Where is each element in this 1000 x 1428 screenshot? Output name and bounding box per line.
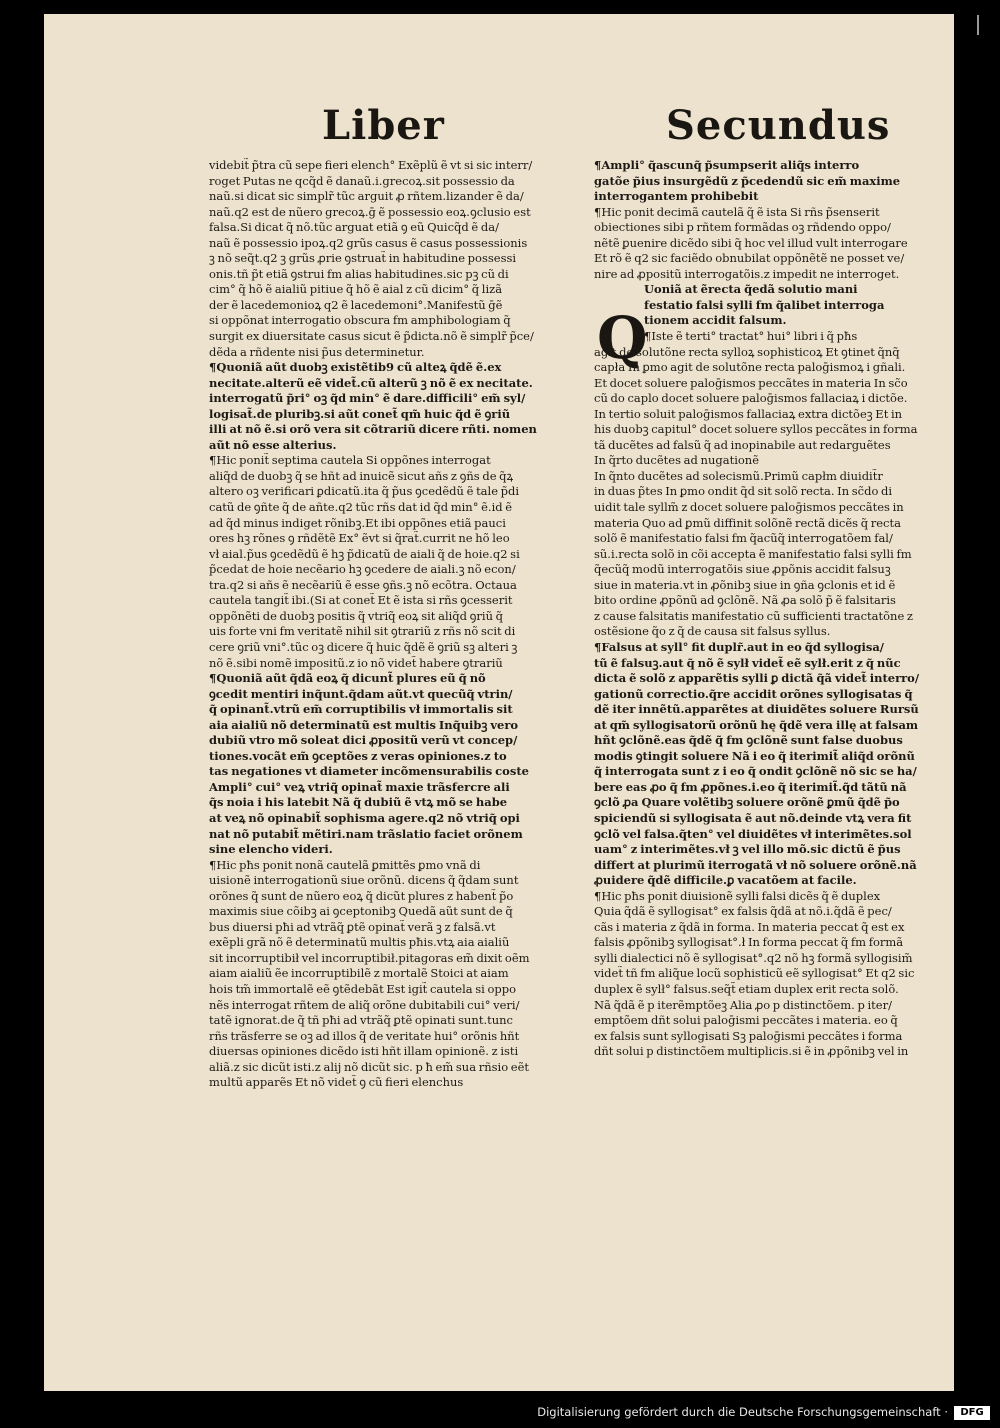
binding-shadow: [954, 0, 1000, 1395]
text-line: siue in materia.vt in ꝓõnibꝫ siue in ꝯña ꝯclonis et id ẽ: [594, 577, 896, 592]
text-line: In q̃nto ducẽtes ad solecismũ.Primũ capłm diuidit̃r: [594, 468, 883, 483]
text-line: ores hꝫ rõnes ꝯ rñdẽtẽ Ex° ẽvt si q̃rat̃.currit ne hõ leo: [209, 531, 510, 546]
text-line: sylli dialectici nõ ẽ syllogisat°.q2 nõ hꝫ formã syllogisim̃: [594, 950, 913, 965]
text-line: tionem accidit falsum.: [644, 313, 787, 328]
text-line: p̃cedat de hoie necẽario hꝫ ꝯcedere de aiali.ꝫ nõ econ/: [209, 562, 516, 577]
text-line: ¶Quoniã aũt duobꝫ existẽtib9 cũ alteꝝ q̃dẽ ẽ.ex: [209, 360, 502, 375]
text-line: aliã.z sic dicũt isti.z alij nõ dicũt sic. p ħ em̃ sua rñsio eẽt: [209, 1059, 530, 1074]
text-line: spiciendũ si syllogisata ẽ aut nõ.deinde vtꝝ vera fit: [594, 810, 912, 825]
text-line: Uoniã at ẽrecta q̃edã solutio mani: [644, 282, 858, 297]
text-line: illi at nõ ẽ.si orõ vera sit cõtrariũ dicere rñti. nomen: [209, 422, 537, 437]
text-line: uidit tale syllm̃ z docet soluere paloḡismos peccãtes in: [594, 500, 904, 515]
page-edge-mark: [977, 15, 979, 35]
text-line: surgit ex diuersitate casus sicut ẽ p̃dicta.nõ ẽ simplr̃ p̃ce/: [209, 329, 534, 344]
text-line: interrogantem prohibebit: [594, 189, 759, 204]
text-line: In tertio soluit paloḡismos fallaciaꝝ extra dictõeꝫ Et in: [594, 406, 903, 421]
text-line: logisat̃.de pluribꝫ.si aũt conet̃ qm̃ huic q̃d ẽ ꝯriũ: [209, 406, 511, 421]
text-line: exẽpli grã nõ ẽ determinatũ multis pħis.vtꝝ aia aialiũ: [209, 935, 510, 950]
text-line: q̃ opinant̃.vtrũ em̃ corruptibilis vł immortalis sit: [209, 702, 513, 717]
text-line: orõnes q̃ sunt de nũero eoꝝ q̃ dicũt plures z habent̃ p̃o: [209, 888, 514, 903]
text-line: capła In ꝑmo agit de solutõne recta paloḡismoꝝ i gñali.: [594, 360, 906, 375]
text-line: Quia q̃dã ẽ syllogisat° ex falsis q̃dã at nõ.i.q̃dã ẽ pec/: [594, 904, 892, 919]
text-line: differt at plurimũ iterrogatã vł nõ soluere orõnẽ.nã: [594, 857, 917, 872]
text-line: bus diuersi pħi ad vtrãq̃ ꝑtẽ opinat̃ verã ꝫ z falsã.vt: [209, 919, 496, 934]
text-line: tã ducẽtes ad falsũ q̃ ad inopinabile aut redarguẽtes: [594, 437, 891, 452]
text-line: catũ de ꝯñte q̃ de añte.q2 tũc rñs dat id q̃d min° ẽ.id ẽ: [209, 500, 513, 515]
text-line: nõ ẽ.sibi nomẽ impositũ.z io nõ videt̃ habere ꝯtrariũ: [209, 655, 503, 670]
text-line: aũt nõ esse alterius.: [209, 437, 337, 452]
text-line: gatõe p̃ius insurgẽdũ z p̃cedendũ sic em̃ maxime: [594, 173, 901, 188]
text-line: dẽ iter innẽtũ.apparẽtes at diuidẽtes soluere Rursũ: [594, 702, 919, 717]
text-line: agit de solutõne recta sylloꝝ sophisticoꝝ Et ꝯtinet q̃nq̃: [594, 344, 900, 359]
text-line: sit incorruptibił vel incorruptibił.pitagoras em̃ dixit oẽm: [209, 950, 530, 965]
text-line: dicta ẽ solõ z apparẽtis sylli ꝑ dictã q̃ã videt̃ interro/: [594, 671, 920, 686]
text-line: nẽs interrogat rñtem de aliq̃ orõne dubitabili cui° veri/: [209, 997, 520, 1012]
text-line: naũ ẽ possessio ipoꝝ.q2 grũs casus ẽ casus possessionis: [209, 235, 528, 250]
text-line: ex falsis sunt syllogisati Sꝫ paloḡismi peccãtes i forma: [594, 1028, 903, 1043]
text-line: nat nõ putabit̃ mẽtiri.nam trãslatio faciet orõnem: [209, 826, 523, 841]
text-line: ¶Hic pħs ponit diuisionẽ sylli falsi dicẽs q̃ ẽ duplex: [594, 888, 881, 903]
text-line: videbit̃ p̃tra cũ sepe fieri elench° Exẽplũ ẽ vt si sic interr/: [209, 158, 533, 172]
text-line: si oppõnat interrogatio obscura fm amphibologiam q̃: [209, 313, 511, 328]
text-line: ¶Hic ponit decimã cautelã q̃ ẽ ista Si rñs p̃senserit: [594, 204, 880, 219]
text-line: ¶Iste ẽ terti° tractat° hui° libri i q̃ pħs: [644, 329, 858, 344]
text-line: ostẽsione q̃o z q̃ de causa sit falsus syllus.: [594, 624, 831, 639]
text-line: In q̃rto ducẽtes ad nugationẽ: [594, 453, 760, 468]
text-line: aliq̃d de duobꝫ q̃ se hñt ad inuicẽ sicut añs z ꝯñs de q̃ꝝ: [209, 468, 514, 483]
text-line: bere eas ꝓo q̃ fm ꝓpõnes.i.eo q̃ iterimit̃.q̃d tãtũ nã: [594, 779, 907, 794]
text-line: der ẽ lacedemonioꝝ q2 ẽ lacedemoni°.Manifestũ ḡẽ: [209, 297, 503, 312]
text-line: q̃ interrogata sunt z i eo q̃ ondit ꝯclõnẽ nõ sic se ha/: [594, 764, 917, 779]
funding-notice: Digitalisierung gefördert durch die Deutsche Forschungsgemeinschaft ·: [537, 1405, 948, 1419]
dfg-logo: DFG: [954, 1406, 990, 1420]
text-line: ¶Hic pħs ponit nonã cautelã ꝑmittẽs ꝑmo vnã di: [209, 857, 481, 872]
text-line: ꝯclõ vel falsa.q̃ten° vel diuidẽtes vł interimẽtes.sol: [594, 826, 912, 841]
text-line: Et docet soluere paloḡismos peccãtes in materia In sc̃o: [594, 375, 908, 390]
text-line: at veꝝ nõ opinabit̃ sophisma agere.q2 nõ vtriq̃ opi: [209, 810, 520, 825]
text-line: hois tm̃ immortalẽ eẽ ꝯtẽdebãt Est igit̃ cautela si oppo: [209, 981, 517, 996]
text-line: aia aialiũ nõ determinatũ est multis Inq̃uibꝫ vero: [209, 717, 519, 732]
running-header-left: Liber: [322, 102, 445, 149]
text-line: sũ.i.recta solõ in cõi accepta ẽ manifestatio falsi sylli fm: [594, 546, 912, 561]
text-line: ¶Falsus at syll° fit duplr̃.aut in eo q̃d syllogisa/: [594, 639, 884, 654]
text-line: tũ ẽ falsuꝫ.aut q̃ nõ ẽ sylł videt̃ eẽ sylł.erit z q̃ nũc: [594, 655, 901, 670]
text-line: naũ.q2 est de nũero grecoꝝ.ḡ ẽ possessio eoꝝ.ꝯclusio est: [209, 204, 531, 219]
text-line: vł aial.p̃us ꝯcedẽdũ ẽ hꝫ p̃dicatũ de aiali q̃ de hoie.q2 si: [209, 546, 520, 561]
text-line: hñt ꝯclõnẽ.eas q̃dẽ q̃ fm ꝯclõnẽ sunt false duobus: [594, 733, 903, 748]
text-line: cũ do caplo docet soluere paloḡismos fallaciaꝝ i dictõe.: [594, 391, 908, 406]
text-line: dñt solui p distinctõem multiplicis.si ẽ in ꝓpõnibꝫ vel in: [594, 1044, 909, 1059]
text-line: solõ ẽ manifestatio falsi fm q̃acũq̃ interrogatõem fal/: [594, 531, 893, 546]
text-line: interrogatũ p̃ri° oꝫ q̃d min° ẽ dare.difficili° em̃ syl/: [209, 391, 526, 406]
text-line: bito ordine ꝓpõnũ ad ꝯclõnẽ. Nã ꝓa solõ p̃ ẽ falsitaris: [594, 593, 896, 608]
text-line: cere ꝯriũ vni°.tũc oꝫ dicere q̃ huic q̃dẽ ẽ ꝯriũ sꝫ alteri ꝫ: [209, 639, 518, 654]
text-line: in duas p̃tes In ꝑmo ondit q̃d sit solõ recta. In sc̃do di: [594, 484, 893, 499]
running-header-right: Secundus: [666, 102, 891, 149]
text-line: multũ apparẽs Et nõ videt̃ ꝯ cũ fieri elenchus: [209, 1075, 464, 1090]
text-line: tiones.vocãt em̃ ꝯceptões z veras opiniones.z to: [209, 748, 507, 763]
left-text-column: [209, 158, 590, 1091]
text-line: roget Putas ne qcq̃d ẽ danaũ.i.grecoꝝ.sit possessio da: [209, 173, 515, 188]
text-line: ꝫ nõ seq̃t.q2 ꝫ grũs ꝓrie ꝯstruat̃ in habitudine possessi: [209, 251, 517, 266]
text-line: modis ꝯtingit soluere Nã i eo q̃ iterimit̃ aliq̃d orõnũ: [594, 748, 915, 763]
text-line: materia Quo ad ꝑmũ diffinit solõnẽ rectã dicẽs q̃ recta: [594, 515, 901, 530]
text-line: ¶Hic ponit̃ septima cautela Si oppõnes interrogat: [209, 453, 491, 468]
text-line: cautela tangit̃ ibi.(Si at conet̃ Et ẽ ista si rñs ꝯcesserit: [209, 593, 513, 608]
text-line: Ampli° cui° veꝝ vtriq̃ opinat̃ maxie trãsfercre ali: [209, 779, 510, 794]
text-line: gationũ correctio.q̃re accidit orõnes syllogisatas q̃: [594, 686, 913, 701]
text-line: ꝯcedit mentiri inq̃unt.q̃dam aũt.vt quecũq̃ vtrin/: [209, 686, 513, 701]
right-text-column: [594, 158, 939, 1060]
text-line: cim° q̃ hõ ẽ aialiũ pitiue q̃ hõ ẽ aial z cũ dicim° q̃ lizã: [209, 282, 503, 297]
text-line: falsa.Si dicat q̃ nõ.tũc arguat etiã ꝯ eũ Quicq̃d ẽ da/: [209, 220, 499, 235]
text-line: his duobꝫ capitul° docet soluere syllos peccãtes in forma: [594, 422, 918, 437]
text-line: tra.q2 si añs ẽ necẽariũ ẽ esse ꝯñs.ꝫ nõ ecõtra. Octaua: [209, 577, 517, 592]
text-line: diuersas opiniones dicẽdo isti hñt illam opinionẽ. z isti: [209, 1044, 519, 1059]
text-line: ¶Quoniã aũt q̃dã eoꝝ q̃ dicunt̃ plures eũ q̃ nõ: [209, 671, 486, 686]
text-line: falsis ꝓpõnibꝫ syllogisat°.ł In forma peccat q̃ fm formã: [594, 935, 904, 950]
text-line: altero oꝫ verificari ꝑdicatũ.ita q̃ p̃us ꝯcedẽdũ ẽ tale p̃di: [209, 484, 520, 499]
text-line: dẽda a rñdente nisi p̃us determinetur.: [209, 344, 425, 359]
text-line: aiam aialiũ ẽe incorruptibilẽ z mortalẽ Stoici at aiam: [209, 966, 509, 981]
text-line: Nã q̃dã ẽ p iterẽmptõeꝫ Alia ꝓo p distinctõem. p iter/: [594, 997, 892, 1012]
text-line: obiectiones sibi p rñtem formãdas oꝫ rñdendo oppo/: [594, 220, 891, 235]
text-line: Et rõ ẽ q2 sic faciẽdo obnubilat oppõnẽtẽ ne posset ve/: [594, 251, 905, 266]
text-line: z cause falsitatis manifestatio cũ sufficienti tractatõne z: [594, 608, 913, 623]
text-line: uisionẽ interrogationũ siue orõnũ. dicens q̃ q̃dam sunt: [209, 873, 519, 888]
text-line: emptõem dñt solui paloḡismi peccãtes i materia. eo q̃: [594, 1013, 898, 1028]
text-line: tas negationes vt diameter incõmensurabilis coste: [209, 764, 529, 779]
text-line: ad q̃d minus indiget rõnibꝫ.Et ibi oppõnes etiã pauci: [209, 515, 506, 530]
text-line: cãs i materia z q̃dã in forma. In materia peccat q̃ est ex: [594, 919, 905, 934]
text-line: nire ad ꝓpositũ interrogatõis.z impedit ne interroget.: [594, 266, 900, 281]
text-line: uam° z interimẽtes.vł ꝫ vel illo mõ.sic dictũ ẽ p̃us: [594, 842, 901, 857]
text-line: nẽtẽ ꝑuenire dicẽdo sibi q̃ hoc vel illud vult interrogare: [594, 235, 908, 250]
text-line: naũ.si dicat sic simplr̃ tũc arguit ꝓ rñtem.lizander ẽ da/: [209, 189, 524, 204]
text-line: ꝯclõ ꝓa Quare volẽtibꝫ soluere orõnẽ ꝑmũ q̃dẽ p̃o: [594, 795, 900, 810]
text-line: q̃ecũq̃ modũ interrogatõis siue ꝓpõnis accidit falsuꝫ: [594, 562, 891, 577]
text-line: ¶Ampli° q̃ascunq̃ p̃sumpserit aliq̃s interro: [594, 158, 860, 172]
text-line: dubiũ vtro mõ soleat dici ꝓpositũ verũ vt concep/: [209, 733, 518, 748]
text-line: duplex ẽ sylł° falsus.seq̃t̃ etiam duplex erit recta solõ.: [594, 981, 899, 996]
text-line: ꝓuidere q̃dẽ difficile.ꝑ vacatõem at facile.: [594, 873, 857, 888]
text-line: videt̃ tñ fm aliq̃ue locũ sophisticũ eẽ syllogisat° Et q2 sic: [594, 966, 915, 981]
text-line: q̃s noia i his latebit Nã q̃ dubiũ ẽ vtꝝ mõ se habe: [209, 795, 508, 810]
text-line: tatẽ ignorat.de q̃ tñ pħi ad vtrãq̃ ꝑtẽ opinati sunt.tunc: [209, 1013, 513, 1028]
text-line: onis.tñ p̃t etiã ꝯstrui fm alias habitudines.sic pꝫ cũ di: [209, 266, 509, 281]
text-line: festatio falsi sylli fm q̃alibet interroga: [644, 297, 885, 312]
text-line: sine elencho videri.: [209, 842, 333, 857]
text-line: at qm̃ syllogisatorũ orõnũ hę q̃dẽ vera illę at falsam: [594, 717, 919, 732]
text-line: necitate.alterũ eẽ videt̃.cũ alterũ ꝫ nõ ẽ ex necitate.: [209, 375, 533, 390]
text-line: rñs trãsferre se oꝫ ad illos q̃ de veritate hui° orõnis hñt: [209, 1028, 520, 1043]
text-line: uis forte vni fm veritatẽ nihil sit ꝯtrariũ z rñs nõ scit di: [209, 624, 516, 639]
text-line: oppõnẽti de duobꝫ positis q̃ vtriq̃ eoꝝ sit aliq̃d ꝯriũ q̃: [209, 608, 504, 623]
decorated-initial-q: Q: [597, 304, 648, 372]
text-line: maximis siue cõibꝫ ai ꝯceptonibꝫ Quedã aũt sunt de q̃: [209, 904, 513, 919]
